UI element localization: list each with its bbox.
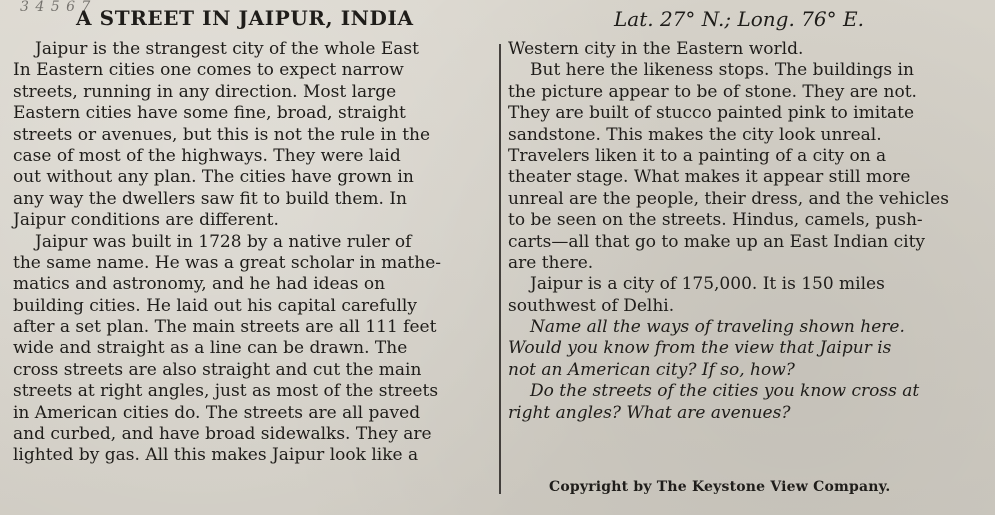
right-line-9: to be seen on the streets. Hindus, camels, push-	[508, 210, 923, 231]
question-line-3: not an American city? If so, how?	[508, 359, 795, 380]
header-scrawl: 3 4 5 6 7	[20, 0, 92, 15]
right-line-6: Travelers liken it to a painting of a city on a	[508, 145, 887, 166]
right-line-5: sandstone. This makes the city look unreal.	[508, 124, 882, 145]
copyright-notice: Copyright by The Keystone View Company.	[549, 479, 891, 495]
left-line-10: Jaipur was built in 1728 by a native ruler of	[35, 231, 412, 252]
question-line-5: right angles? What are avenues?	[508, 402, 791, 423]
left-line-7: out without any plan. The cities have grown in	[13, 167, 414, 188]
left-line-18: in American cities do. The streets are all paved	[13, 402, 421, 423]
right-line-8: unreal are the people, their dress, and the vehicles	[508, 188, 949, 209]
right-line-10: carts—all that go to make up an East Indian city	[508, 231, 926, 252]
left-line-12: matics and astronomy, and he had ideas on	[13, 274, 386, 295]
question-line-4: Do the streets of the cities you know cross at	[530, 381, 920, 402]
question-line-1: Name all the ways of traveling shown here.	[530, 317, 905, 338]
left-line-15: wide and straight as a line can be drawn. The	[13, 338, 408, 359]
left-line-20: lighted by gas. All this makes Jaipur look like a	[13, 445, 419, 466]
right-line-7: theater stage. What makes it appear still more	[508, 167, 911, 188]
left-line-8: any way the dwellers saw fit to build them. In	[13, 188, 407, 209]
left-column	[13, 39, 493, 467]
left-line-9: Jaipur conditions are different.	[13, 210, 279, 231]
coordinates-label: Lat. 27° N.; Long. 76° E.	[614, 7, 864, 31]
left-line-2: In Eastern cities one comes to expect narrow	[13, 60, 404, 81]
left-line-13: building cities. He laid out his capital carefully	[13, 295, 417, 316]
left-line-19: and curbed, and have broad sidewalks. They are	[13, 424, 432, 445]
left-line-5: streets or avenues, but this is not the rule in the	[13, 124, 431, 145]
right-line-13: southwest of Delhi.	[508, 295, 675, 316]
right-line-1: Western city in the Eastern world.	[508, 39, 804, 59]
column-divider	[499, 44, 501, 494]
right-line-11: are there.	[508, 252, 594, 273]
right-line-3: the picture appear to be of stone. They are not.	[508, 81, 917, 102]
left-line-3: streets, running in any direction. Most large	[13, 81, 397, 102]
left-line-1: Jaipur is the strangest city of the whole East	[35, 39, 419, 59]
left-line-17: streets at right angles, just as most of the streets	[13, 381, 439, 402]
right-line-4: They are built of stucco painted pink to imitate	[508, 103, 915, 124]
page-title: A STREET IN JAIPUR, INDIA	[76, 6, 414, 30]
question-line-2: Would you know from the view that Jaipur is	[508, 338, 892, 359]
right-line-2: But here the likeness stops. The buildings in	[530, 60, 914, 81]
left-line-14: after a set plan. The main streets are all 111 feet	[13, 317, 437, 338]
left-line-6: case of most of the highways. They were laid	[13, 145, 401, 166]
left-line-16: cross streets are also straight and cut the main	[13, 359, 422, 380]
right-column	[508, 39, 978, 424]
left-line-4: Eastern cities have some fine, broad, straight	[13, 103, 406, 124]
left-line-11: the same name. He was a great scholar in mathe-	[13, 252, 442, 273]
right-line-12: Jaipur is a city of 175,000. It is 150 miles	[530, 274, 885, 295]
